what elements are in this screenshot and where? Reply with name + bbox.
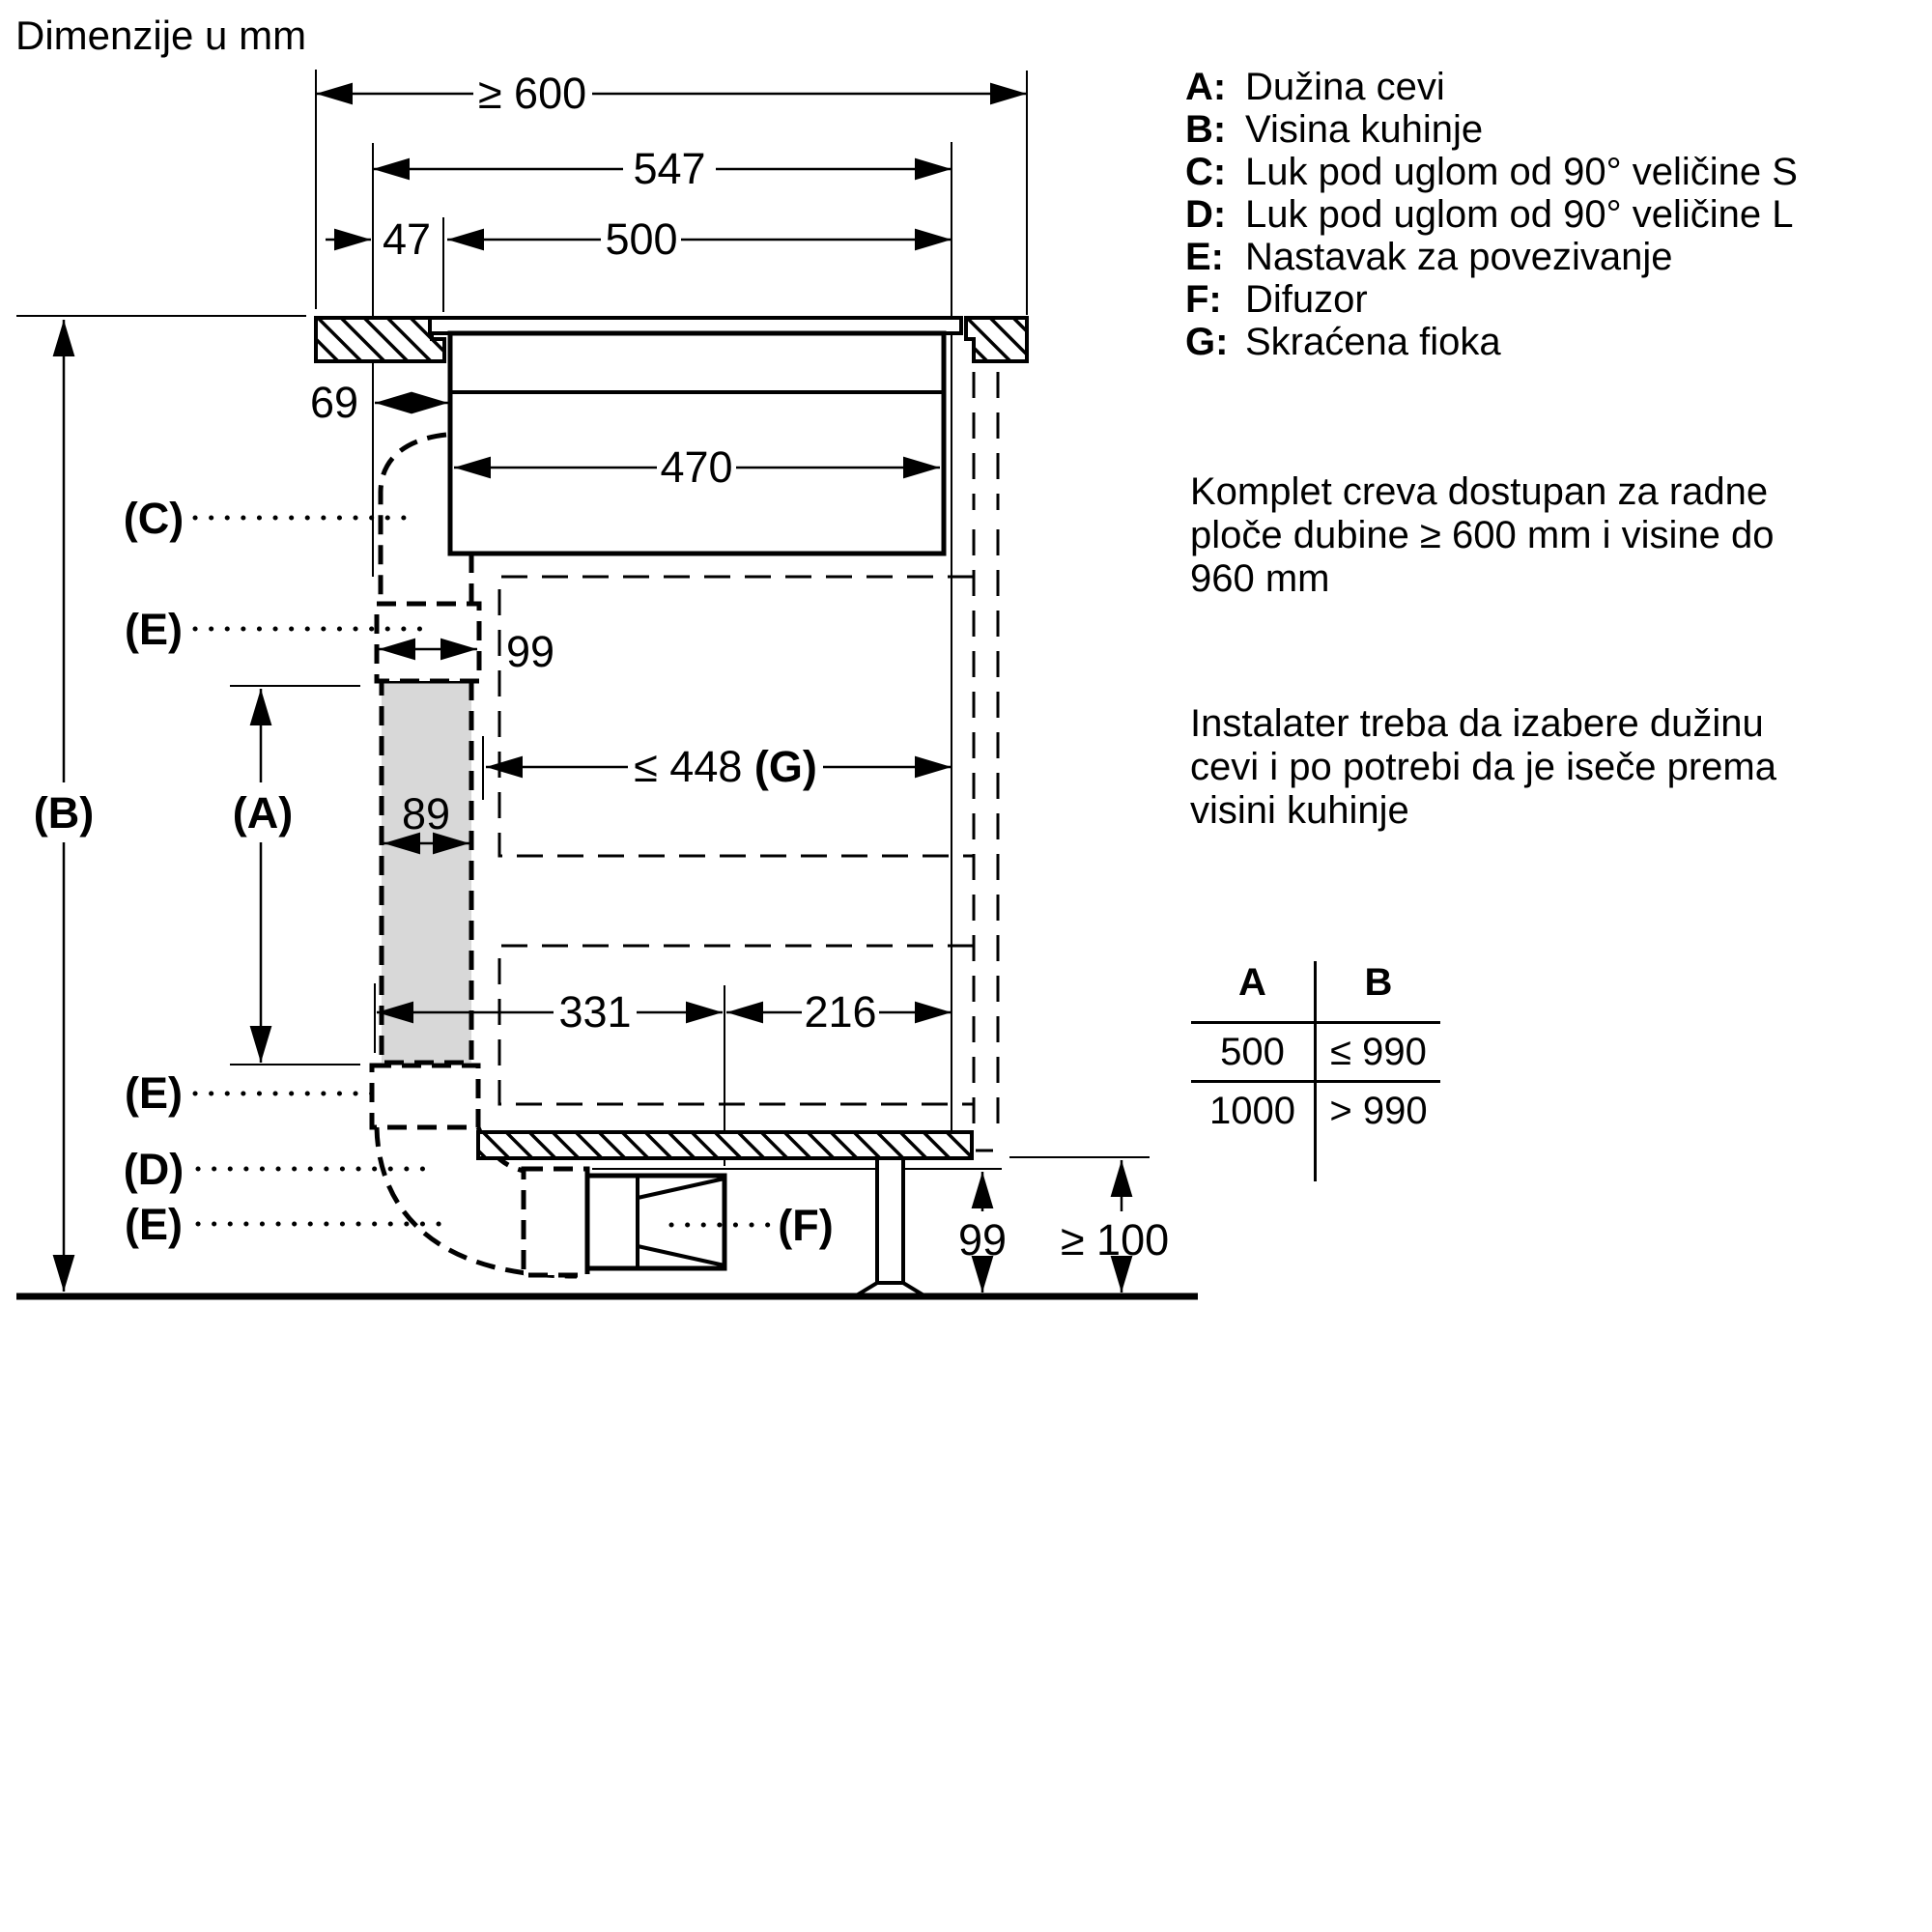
dim-body-width: 470	[660, 442, 733, 492]
legend-key: C:	[1185, 151, 1227, 193]
label-e1: (E)	[125, 605, 183, 654]
cabinet-bottom-shelf	[478, 1132, 972, 1158]
dim-duct-to-center: 331	[558, 987, 632, 1037]
diffuser-f	[587, 1176, 724, 1268]
legend-key: E:	[1185, 236, 1224, 278]
table-cell: ≤ 990	[1330, 1030, 1427, 1073]
label-a: (A)	[232, 788, 294, 838]
legend-text: Dužina cevi	[1245, 66, 1445, 108]
legend-item-f	[1185, 278, 1798, 321]
pipe-length-table	[1191, 961, 1440, 1181]
legend-key: D:	[1185, 193, 1227, 236]
legend-key: G:	[1185, 321, 1229, 363]
table-row	[1191, 1080, 1440, 1139]
structure	[16, 318, 1198, 1296]
legend-item-b	[1185, 108, 1798, 151]
table-header-a: A	[1191, 961, 1317, 1021]
dim-hob-width: 547	[633, 144, 706, 193]
page-title: Dimenzije u mm	[15, 13, 307, 58]
label-c: (C)	[123, 494, 185, 543]
installation-diagram	[0, 0, 1208, 1352]
table-tail	[1191, 1139, 1440, 1181]
note-line: cevi i po potrebi da je iseče prema	[1190, 746, 1776, 788]
connector-e1	[377, 604, 479, 681]
dim-drawer-depth: ≤ 448 (G)	[634, 742, 817, 791]
note-hose-kit	[1190, 470, 1775, 601]
legend-text: Skraćena fioka	[1245, 321, 1501, 363]
legend-item-e	[1185, 236, 1798, 278]
table-row	[1191, 1021, 1440, 1080]
table-header-b: B	[1364, 961, 1393, 1004]
note-line: Instalater treba da izabere dužinu	[1190, 702, 1764, 745]
note-line: ploče dubine ≥ 600 mm i visine do	[1190, 514, 1775, 556]
label-e3: (E)	[125, 1200, 183, 1249]
legend-item-d	[1185, 193, 1798, 236]
table-header-row	[1191, 961, 1440, 1021]
dim-floor-gap: ≥ 100	[1060, 1215, 1170, 1264]
note-installer	[1190, 702, 1776, 833]
dim-duct-depth: 89	[401, 789, 451, 838]
dim-front-offset: 47	[382, 214, 432, 264]
worktop-left-block	[316, 318, 444, 361]
table-cell: > 990	[1329, 1089, 1428, 1132]
label-f: (F)	[778, 1201, 834, 1250]
label-d: (D)	[123, 1145, 185, 1194]
dim-diffuser-height: 99	[957, 1215, 1008, 1264]
note-line: Komplet creva dostupan za radne	[1190, 470, 1769, 513]
legend-text: Nastavak za povezivanje	[1245, 236, 1673, 278]
table-cell: 500	[1191, 1024, 1317, 1080]
legend-item-c	[1185, 151, 1798, 193]
duct-pipe-a	[382, 681, 471, 1063]
dim-connector-depth: 99	[505, 627, 555, 676]
legend	[1185, 66, 1798, 363]
dim-worktop-depth: ≥ 600	[477, 69, 587, 118]
legend-item-g	[1185, 321, 1798, 363]
label-b: (B)	[33, 788, 95, 838]
legend-text: Luk pod uglom od 90° veličine L	[1245, 193, 1794, 236]
worktop-right-block	[966, 318, 1027, 361]
legend-key: A:	[1185, 66, 1227, 108]
legend-text: Luk pod uglom od 90° veličine S	[1245, 151, 1798, 193]
dim-cutout-width: 500	[605, 214, 678, 264]
elbow-c-duct	[381, 435, 446, 604]
legend-item-a	[1185, 66, 1798, 108]
cabinet-leg	[877, 1158, 903, 1283]
dim-center-to-back: 216	[804, 987, 877, 1037]
legend-key: B:	[1185, 108, 1227, 151]
legend-key: F:	[1185, 278, 1222, 321]
legend-text: Difuzor	[1245, 278, 1368, 321]
note-line: visini kuhinje	[1190, 789, 1409, 832]
note-line: 960 mm	[1190, 557, 1330, 600]
table-cell: 1000	[1191, 1083, 1317, 1139]
connector-e3	[524, 1169, 587, 1275]
dimension-lines	[64, 94, 1122, 1293]
connector-e2	[372, 1065, 478, 1127]
dim-side-offset: 69	[309, 378, 359, 427]
legend-text: Visina kuhinje	[1245, 108, 1484, 151]
label-e2: (E)	[125, 1068, 183, 1118]
